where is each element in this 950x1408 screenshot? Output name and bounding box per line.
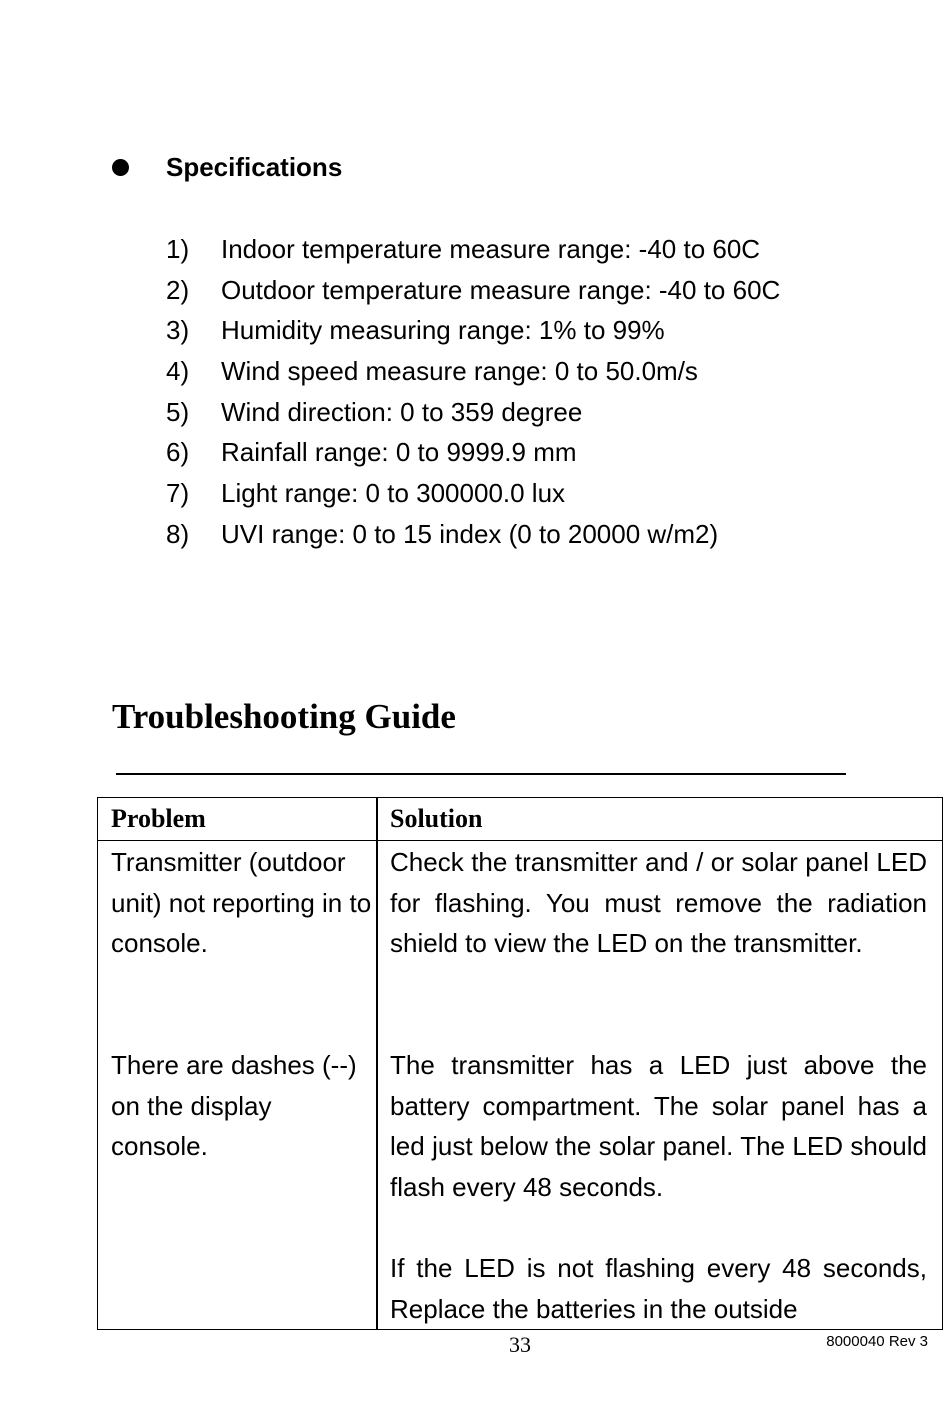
spec-item [166,514,780,555]
spec-item-text: Humidity measuring range: 1% to 99% [221,315,665,346]
spec-item-text: Rainfall range: 0 to 9999.9 mm [221,437,577,468]
page-number: 33 [509,1332,531,1357]
bullet-icon [112,159,129,176]
solution-cell: Check the transmitter and / or solar panel LED for flashing. You must remove the radiation shield to view the LED on the transmitter. [390,847,927,959]
problem-cell: Transmitter (outdoor unit) not reporting in to console. [111,847,372,959]
solution-column-header: Solution [390,804,483,833]
problem-cell: There are dashes (--) on the display console. [111,1050,357,1162]
spec-item [166,432,780,473]
spec-item-text: Wind direction: 0 to 359 degree [221,396,583,427]
spec-item [166,473,780,514]
solution-cell: The transmitter has a LED just above the battery compartment. The solar panel has a led just below the solar panel. The LED should flash every 48 seconds. [390,1050,927,1203]
spec-item-number: 5) [166,396,190,427]
problem-column-header: Problem [111,804,206,833]
spec-item-text: Wind speed measure range: 0 to 50.0m/s [221,356,698,387]
spec-item-number: 7) [166,478,190,509]
spec-item-number: 1) [166,234,190,264]
title-underline-divider [116,773,846,775]
spec-item-number: 6) [166,437,190,468]
spec-item-text: Outdoor temperature measure range: -40 to 60C [221,274,781,305]
spec-item-number: 4) [166,356,190,387]
spec-item [166,270,780,311]
spec-item [166,310,780,351]
solution-cell-continued: If the LED is not flashing every 48 seconds, Replace the batteries in the outside [390,1253,927,1324]
spec-item-text: Light range: 0 to 300000.0 lux [221,478,566,509]
spec-item-number: 8) [166,518,190,549]
spec-item-text: Indoor temperature measure range: -40 to 60C [221,234,761,264]
spec-item [166,392,780,433]
specifications-list [166,229,780,555]
troubleshooting-title: Troubleshooting Guide [112,697,456,736]
spec-item [166,229,780,270]
spec-item-number: 3) [166,315,190,346]
column-divider [376,798,378,1329]
table-header-row [98,798,942,841]
spec-item-number: 2) [166,274,190,305]
spec-item [166,351,780,392]
specifications-heading: Specifications [166,152,343,182]
document-revision: 8000040 Rev 3 [826,1333,928,1350]
troubleshooting-table [97,797,943,1330]
spec-item-text: UVI range: 0 to 15 index (0 to 20000 w/m2) [221,518,719,549]
